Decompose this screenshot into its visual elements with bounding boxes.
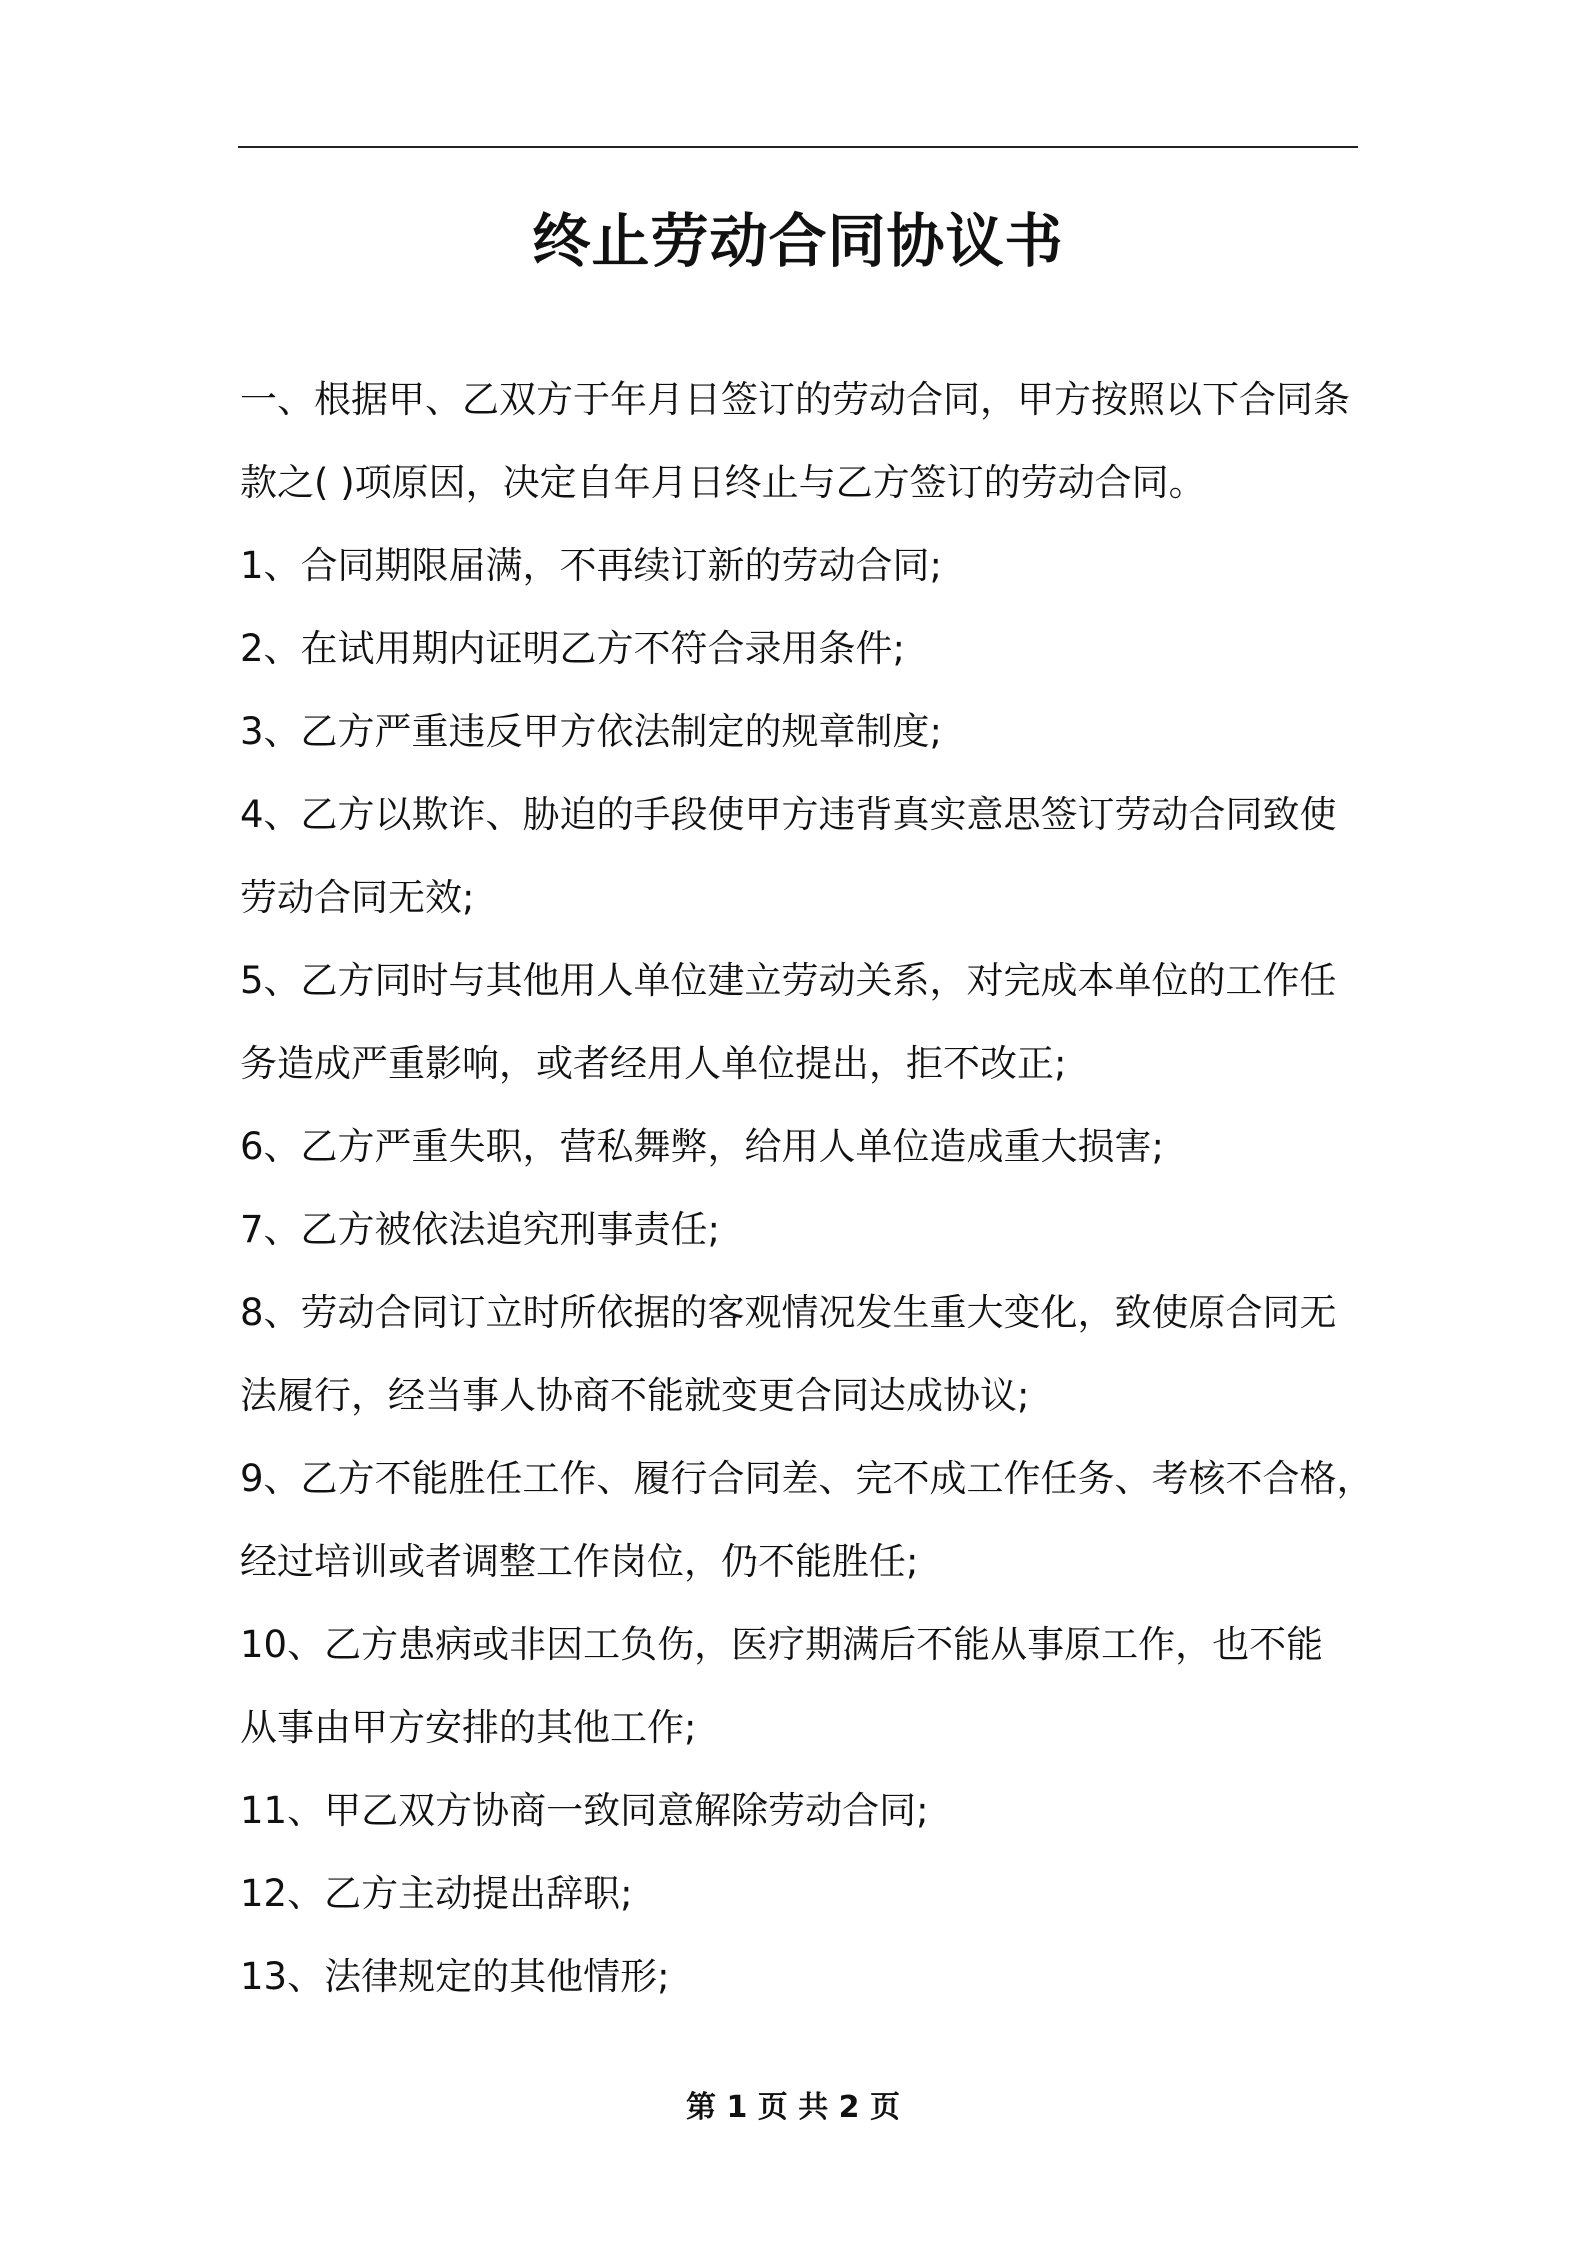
body-line: 9、乙方不能胜任工作、履行合同差、完不成工作任务、考核不合格，: [240, 1457, 1374, 1500]
header-rule: [238, 146, 1358, 148]
document-body: [240, 358, 1380, 2018]
body-line: 13、法律规定的其他情形;: [240, 1955, 670, 1998]
body-line: 11、甲乙双方协商一致同意解除劳动合同;: [240, 1789, 929, 1832]
body-line: 7、乙方被依法追究刑事责任;: [240, 1208, 721, 1251]
body-line: 2、在试用期内证明乙方不符合录用条件;: [240, 627, 906, 670]
body-line: 6、乙方严重失职，营私舞弊，给用人单位造成重大损害;: [240, 1125, 1165, 1168]
page-footer: 第 1 页 共 2 页: [686, 2090, 900, 2125]
body-line: 10、乙方患病或非因工负伤，医疗期满后不能从事原工作，也不能: [240, 1623, 1324, 1666]
body-line: 1、合同期限届满，不再续订新的劳动合同;: [240, 544, 943, 587]
body-line: 12、乙方主动提出辞职;: [240, 1872, 633, 1915]
body-line: 经过培训或者调整工作岗位，仍不能胜任;: [240, 1540, 919, 1583]
body-line: 一、根据甲、乙双方于年月日签订的劳动合同，甲方按照以下合同条: [240, 378, 1350, 421]
body-line: 从事由甲方安排的其他工作;: [240, 1706, 697, 1749]
body-line: 务造成严重影响，或者经用人单位提出，拒不改正;: [240, 1042, 1067, 1085]
body-line: 3、乙方严重违反甲方依法制定的规章制度;: [240, 710, 943, 753]
body-line: 劳动合同无效;: [240, 876, 475, 919]
document-title: 终止劳动合同协议书: [532, 207, 1064, 275]
body-line: 法履行，经当事人协商不能就变更合同达成协议;: [240, 1374, 1030, 1417]
body-line: 款之( )项原因，决定自年月日终止与乙方签订的劳动合同。: [240, 461, 1206, 504]
body-line: 5、乙方同时与其他用人单位建立劳动关系，对完成本单位的工作任: [240, 959, 1337, 1002]
body-line: 8、劳动合同订立时所依据的客观情况发生重大变化，致使原合同无: [240, 1291, 1337, 1334]
body-line: 4、乙方以欺诈、胁迫的手段使甲方违背真实意思签订劳动合同致使: [240, 793, 1337, 836]
